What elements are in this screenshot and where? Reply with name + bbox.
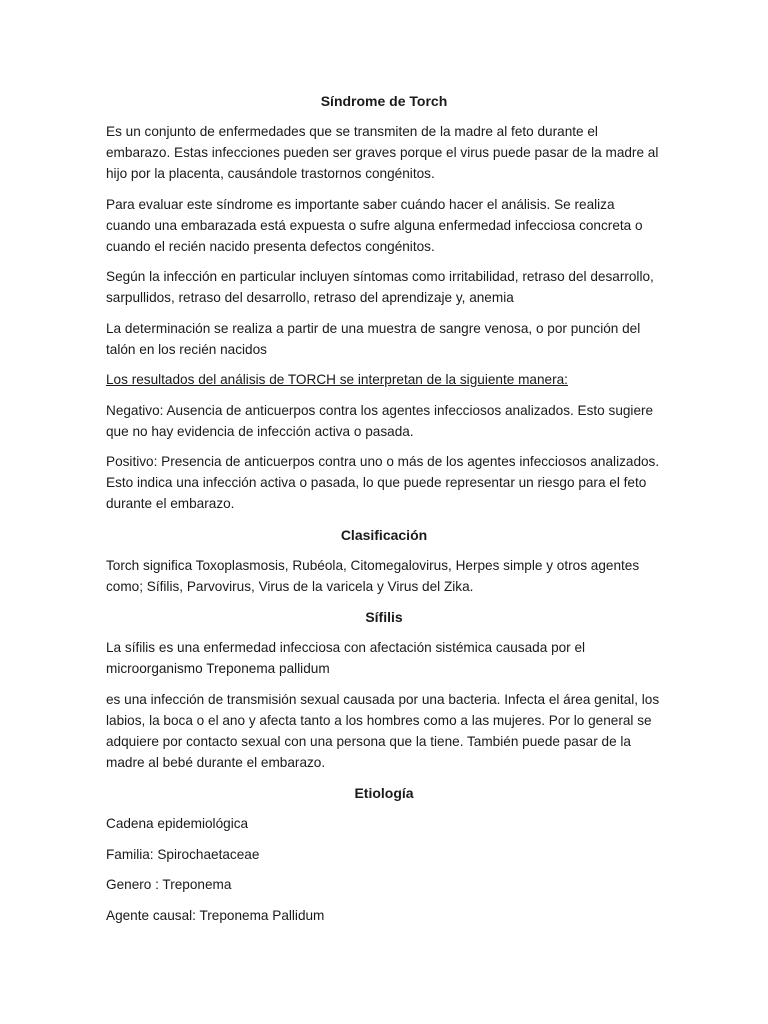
classification-heading: Clasificación [340, 526, 428, 543]
syphilis-paragraph: es una infección de transmisión sexual causada por una bacteria. Infecta el área genital, los labios, la boca o el ano y afecta tanto a los hombres como a las mujeres. Por lo general se adquiere por contacto sexual con una persona que la tiene. También puede pasar de la madre al bebé durante el embarazo. [106, 691, 660, 770]
etiology-heading: Etiología [354, 785, 414, 801]
positive-result-paragraph: Positivo: Presencia de anticuerpos contra uno o más de los agentes infecciosos analizados. Esto indica una infección activa o pasada, lo que puede representar un riesgo para el feto durante el embarazo. [106, 454, 660, 511]
syphilis-heading: Sífilis [365, 609, 403, 625]
etiology-item: Familia: Spirochaetaceae [106, 846, 260, 862]
results-heading: Los resultados del análisis de TORCH se interpretan de la siguiente manera: [106, 372, 568, 387]
classification-paragraph: Torch significa Toxoplasmosis, Rubéola, Citomegalovirus, Herpes simple y otros agentes como; Sífilis, Parvovirus, Virus de la varicela y Virus del Zika. [106, 557, 640, 594]
etiology-item: Agente causal: Treponema Pallidum [106, 907, 325, 923]
intro-paragraph: Según la infección en particular incluyen síntomas como irritabilidad, retraso del desarrollo, sarpullidos, retraso del desarrollo, retraso del aprendizaje y, anemia [106, 269, 654, 305]
syphilis-paragraph: La sífilis es una enfermedad infecciosa con afectación sistémica causada por el microorganismo Treponema pallidum [106, 640, 586, 676]
etiology-item: Genero : Treponema [106, 877, 232, 892]
intro-paragraph: La determinación se realiza a partir de una muestra de sangre venosa, o por punción del talón en los recién nacidos [106, 320, 641, 357]
document-page [106, 90, 662, 935]
negative-result-paragraph: Negativo: Ausencia de anticuerpos contra los agentes infecciosos analizados. Esto sugiere que no hay evidencia de infección activa o pasada. [106, 402, 654, 439]
etiology-item: Cadena epidemiológica [106, 816, 249, 831]
intro-paragraph: Para evaluar este síndrome es importante saber cuándo hacer el análisis. Se realiza cuando una embarazada está expuesta o sufre alguna enfermedad infecciosa concreta o cuando el recién nacido presenta defectos congénitos. [106, 196, 643, 254]
intro-paragraph: Es un conjunto de enfermedades que se transmiten de la madre al feto durante el embarazo. Estas infecciones pueden ser graves porque el virus puede pasar de la madre al hijo por la placenta, causándole trastornos congénitos. [106, 124, 659, 181]
document-title: Síndrome de Torch [320, 93, 448, 109]
